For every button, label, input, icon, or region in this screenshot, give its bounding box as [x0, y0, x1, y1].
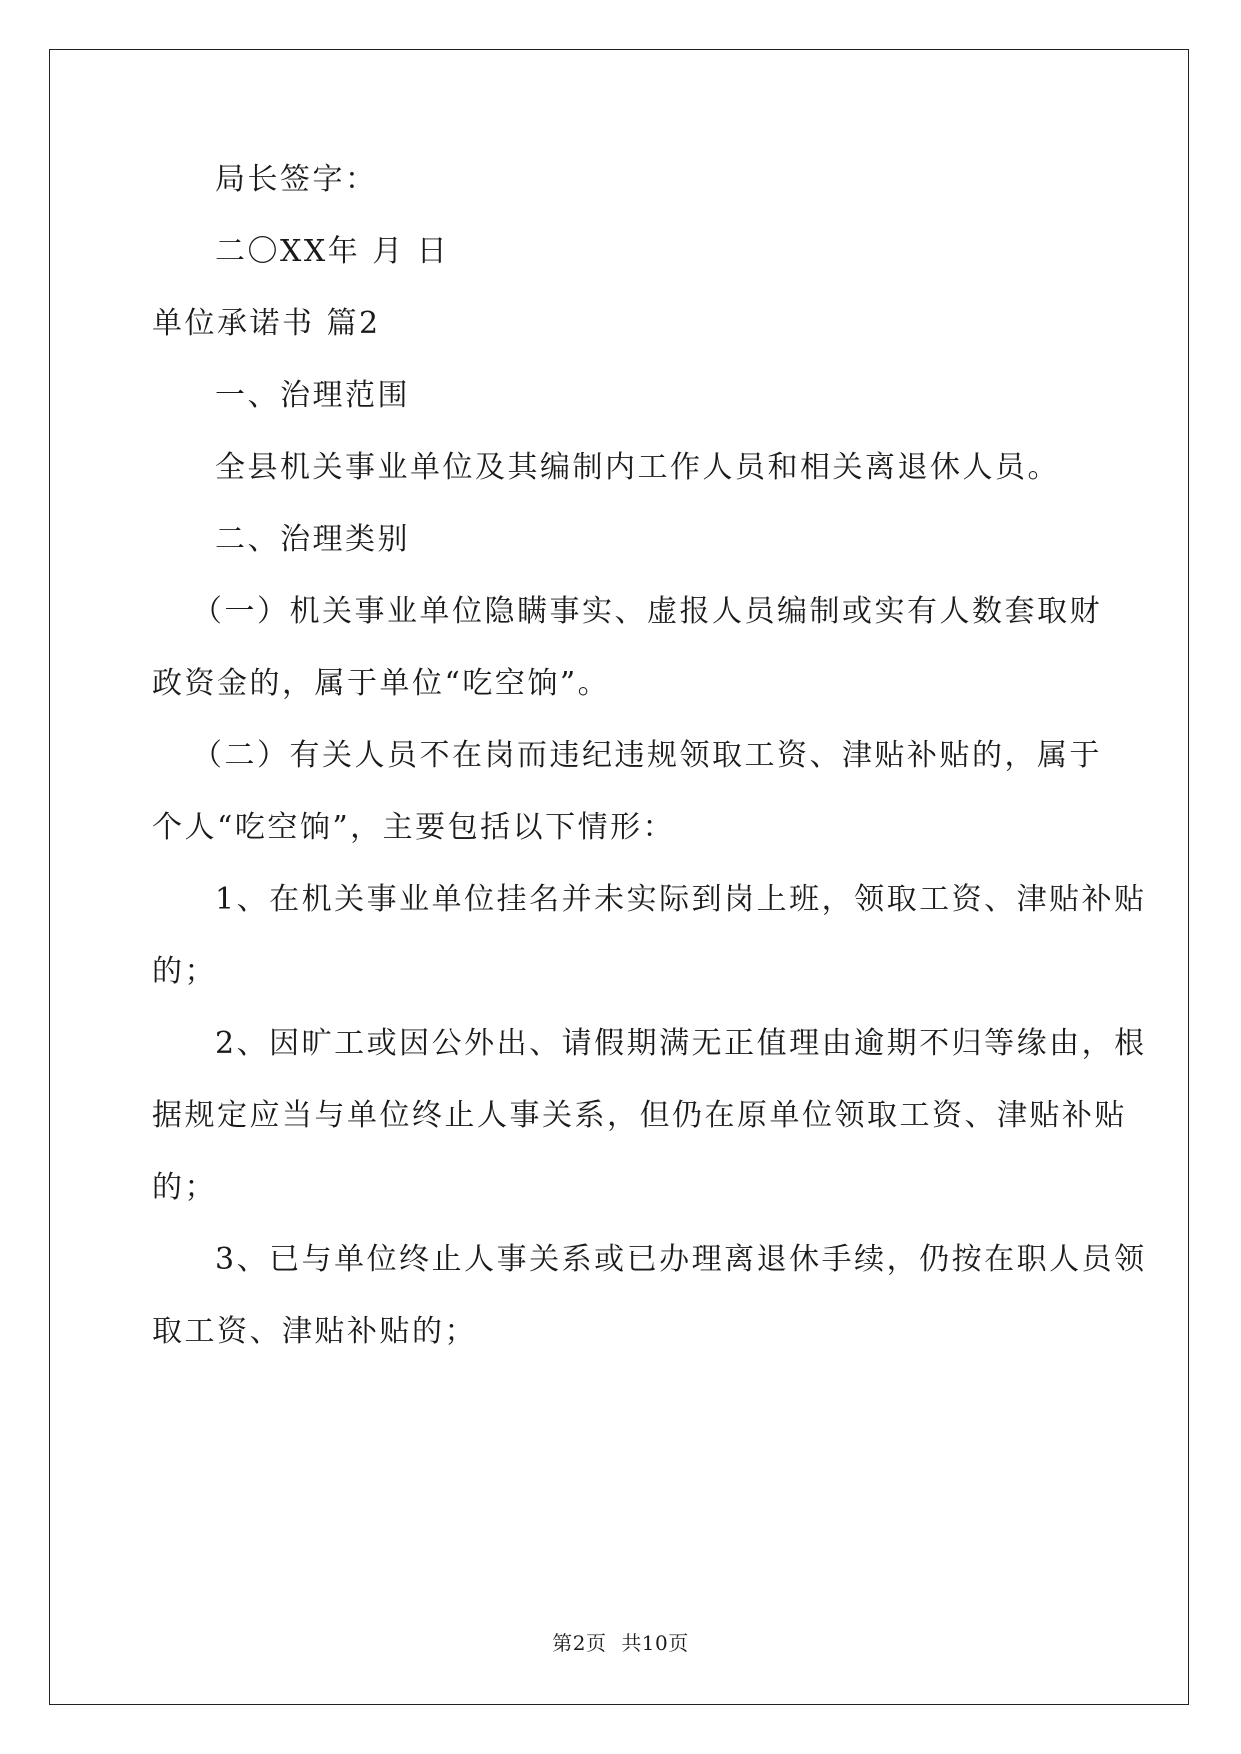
paragraph-line: 政资金的，属于单位“吃空饷”。: [152, 666, 611, 701]
paragraph-line: 取工资、津贴补贴的；: [152, 1314, 477, 1349]
page-number: 第2页: [552, 1631, 607, 1655]
paragraph-line: 的；: [152, 954, 217, 989]
page-footer: [0, 1630, 1241, 1656]
paragraph-line: （二）有关人员不在岗而违纪违规领取工资、津贴补贴的，属于: [192, 738, 1102, 773]
paragraph-line: 全县机关事业单位及其编制内工作人员和相关离退休人员。: [215, 450, 1060, 485]
section-title: 单位承诺书 篇2: [152, 306, 381, 341]
paragraph-line: 2、因旷工或因公外出、请假期满无正值理由逾期不归等缘由，根: [215, 1026, 1147, 1061]
paragraph-line: 3、已与单位终止人事关系或已办理离退休手续，仍按在职人员领: [215, 1242, 1147, 1277]
paragraph-line: 据规定应当与单位终止人事关系，但仍在原单位领取工资、津贴补贴: [152, 1098, 1127, 1133]
paragraph-line: （一）机关事业单位隐瞒事实、虚报人员编制或实有人数套取财: [192, 594, 1102, 629]
page-total: 共10页: [621, 1631, 689, 1655]
heading-category: 二、治理类别: [215, 522, 410, 557]
paragraph-line: 的；: [152, 1170, 217, 1205]
heading-scope: 一、治理范围: [215, 378, 410, 413]
page-border: [49, 49, 1189, 1705]
signature-line: 局长签字：: [215, 162, 378, 197]
date-line: 二〇XX年 月 日: [215, 234, 450, 269]
paragraph-line: 1、在机关事业单位挂名并未实际到岗上班，领取工资、津贴补贴: [215, 882, 1147, 917]
paragraph-line: 个人“吃空饷”，主要包括以下情形：: [152, 810, 676, 845]
